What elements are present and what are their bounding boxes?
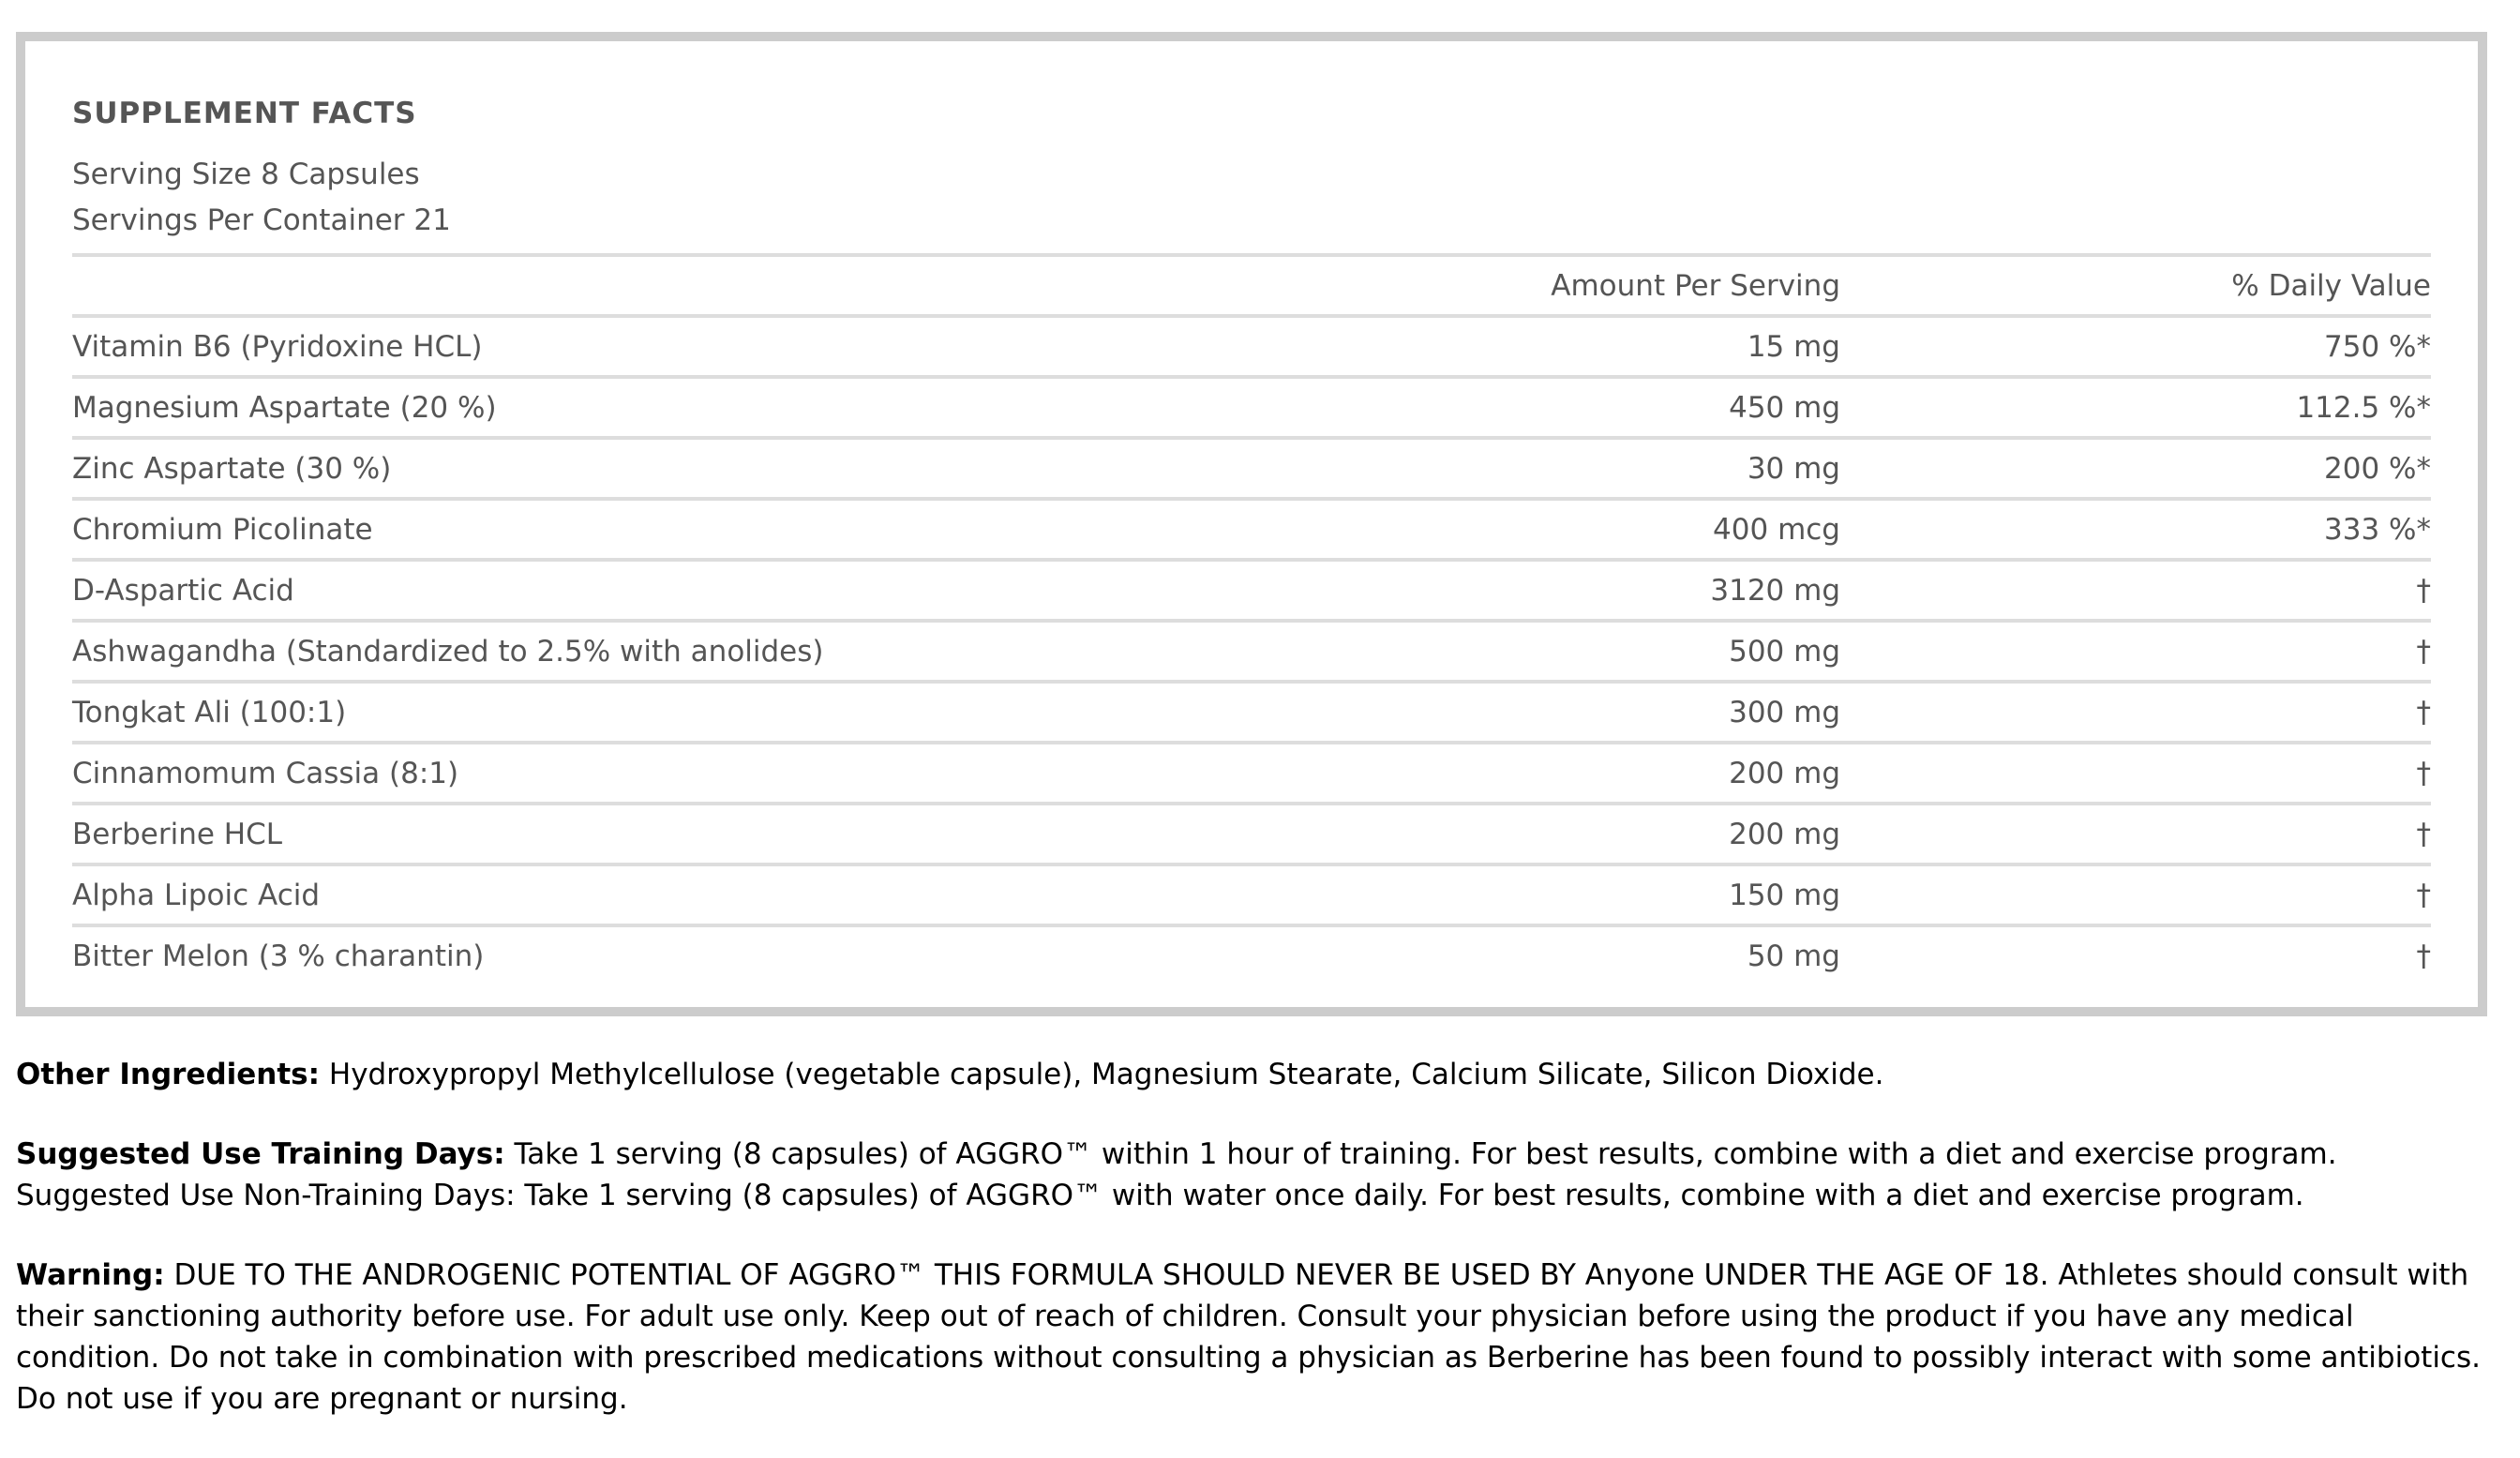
warning-label: Warning: xyxy=(16,1258,165,1292)
ingredient-name: Chromium Picolinate xyxy=(72,499,1090,560)
warning-note xyxy=(16,1255,2487,1420)
supplement-facts-table xyxy=(72,253,2431,985)
ingredient-daily-value: 200 %* xyxy=(1840,438,2431,499)
ingredient-daily-value: † xyxy=(1840,743,2431,804)
ingredient-name: Ashwagandha (Standardized to 2.5% with anolides) xyxy=(72,621,1090,682)
ingredient-amount: 400 mcg xyxy=(1090,499,1840,560)
table-row xyxy=(72,438,2431,499)
warning-text: DUE TO THE ANDROGENIC POTENTIAL OF AGGRO™ THIS FORMULA SHOULD NEVER BE USED BY Anyone UNDER THE AGE OF 18. Athletes should consult with their sanctioning authority before use. For adult use only. Keep out of reach of children. Consult your physician before using the product if you have any medical condition. Do not take in combination with prescribed medications without consulting a physician as Berberine has been found to possibly interact with some antibiotics. Do not use if you are pregnant or nursing. xyxy=(16,1258,2481,1416)
suggested-use-label: Suggested Use Training Days: xyxy=(16,1137,505,1171)
table-row xyxy=(72,804,2431,864)
table-row xyxy=(72,682,2431,743)
ingredient-amount: 50 mg xyxy=(1747,939,1840,973)
table-row xyxy=(72,316,2431,377)
table-row xyxy=(72,560,2431,621)
ingredient-amount: 450 mg xyxy=(1090,377,1840,438)
ingredient-name: Tongkat Ali (100:1) xyxy=(72,682,1090,743)
ingredient-name: Zinc Aspartate (30 %) xyxy=(72,438,1090,499)
other-ingredients-text: Hydroxypropyl Methylcellulose (vegetable capsule), Magnesium Stearate, Calcium Silicate, Silicon Dioxide. xyxy=(320,1058,1884,1091)
ingredient-daily-value: 750 %* xyxy=(1840,316,2431,377)
ingredient-amount: 30 mg xyxy=(1090,438,1840,499)
ingredient-name: Magnesium Aspartate (20 %) xyxy=(72,377,1090,438)
other-ingredients-label: Other Ingredients: xyxy=(16,1058,321,1091)
ingredient-daily-value: † xyxy=(1840,682,2431,743)
table-row xyxy=(72,499,2431,560)
ingredient-name: Bitter Melon (3 % charantin) xyxy=(72,939,485,973)
table-row xyxy=(72,377,2431,438)
ingredient-name: Berberine HCL xyxy=(72,804,1090,864)
supplement-facts-title: SUPPLEMENT FACTS xyxy=(72,97,417,130)
ingredient-name: D-Aspartic Acid xyxy=(72,560,1090,621)
table-row xyxy=(72,743,2431,804)
supplement-facts-panel xyxy=(16,32,2487,1016)
table-header-row xyxy=(72,255,2431,316)
ingredient-amount: 15 mg xyxy=(1090,316,1840,377)
table-row xyxy=(72,925,2431,985)
ingredient-amount: 150 mg xyxy=(1090,864,1840,925)
product-notes xyxy=(16,1054,2487,1458)
header-daily-value: % Daily Value xyxy=(1840,255,2431,316)
ingredient-daily-value: 333 %* xyxy=(1840,499,2431,560)
suggested-use-note xyxy=(16,1134,2487,1216)
ingredient-daily-value: 112.5 %* xyxy=(1840,377,2431,438)
ingredient-name: Vitamin B6 (Pyridoxine HCL) xyxy=(72,316,1090,377)
table-row xyxy=(72,864,2431,925)
header-amount-per-serving: Amount Per Serving xyxy=(1090,255,1840,316)
ingredient-daily-value: † xyxy=(1840,560,2431,621)
ingredient-daily-value: † xyxy=(2416,939,2431,973)
ingredient-daily-value: † xyxy=(1840,621,2431,682)
serving-size: Serving Size 8 Capsules xyxy=(72,158,420,191)
ingredient-amount: 500 mg xyxy=(1090,621,1840,682)
ingredient-name: Cinnamomum Cassia (8:1) xyxy=(72,743,1090,804)
ingredient-daily-value: † xyxy=(1840,804,2431,864)
ingredient-amount: 3120 mg xyxy=(1090,560,1840,621)
suggested-use-text: Take 1 serving (8 capsules) of AGGRO™ within 1 hour of training. For best results, combine with a diet and exercise program. Suggested Use Non-Training Days: Take 1 serving (8 capsules) of AGGRO™ with water once daily. For best results, combine with a diet and exercise program. xyxy=(16,1137,2337,1212)
ingredient-daily-value: † xyxy=(1840,864,2431,925)
header-ingredient xyxy=(72,255,1090,316)
ingredient-amount: 200 mg xyxy=(1090,743,1840,804)
ingredient-amount: 200 mg xyxy=(1090,804,1840,864)
servings-per-container: Servings Per Container 21 xyxy=(72,203,451,237)
table-row xyxy=(72,621,2431,682)
other-ingredients-note xyxy=(16,1054,2487,1095)
ingredient-name: Alpha Lipoic Acid xyxy=(72,864,1090,925)
ingredient-amount: 300 mg xyxy=(1090,682,1840,743)
